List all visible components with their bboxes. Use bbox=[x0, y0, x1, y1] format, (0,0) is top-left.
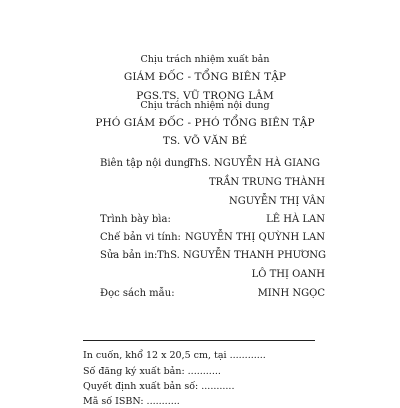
credit-label-cover: Trình bày bìa: bbox=[100, 214, 171, 225]
section-divider bbox=[83, 340, 315, 341]
credit-label-proofreading: Sửa bản in: bbox=[100, 250, 158, 261]
print-info-line: In cuốn, khổ 12 x 20,5 cm, tại ............ bbox=[83, 350, 266, 361]
registration-line: Số đăng ký xuất bản: ........... bbox=[83, 366, 221, 377]
credit-name-proofreading-2: LÔ THỊ OANH bbox=[251, 269, 325, 280]
content-responsibility-heading: Chịu trách nhiệm nội dung bbox=[140, 100, 270, 111]
credit-name-editor-1: ThS. NGUYỄN HÀ GIANG bbox=[188, 158, 320, 169]
director-title: GIÁM ĐỐC - TỔNG BIÊN TẬP bbox=[123, 71, 287, 83]
credit-name-cover: LÊ HÀ LAN bbox=[266, 214, 325, 225]
credit-name-proofreading-1: ThS. NGUYỄN THANH PHƯƠNG bbox=[157, 250, 327, 261]
deputy-director-name: TS. VÕ VĂN BÉ bbox=[162, 135, 248, 147]
publisher-responsibility-heading: Chịu trách nhiệm xuất bản bbox=[140, 54, 270, 65]
credit-name-typesetting: NGUYỄN THỊ QUỲNH LAN bbox=[184, 232, 325, 243]
director-name: PGS.TS. VŨ TRỌNG LÂM bbox=[136, 90, 274, 102]
decision-line: Quyết định xuất bản số: ........... bbox=[83, 381, 235, 392]
publisher-block bbox=[80, 0, 330, 150]
credit-label-editor: Biên tập nội dung: bbox=[100, 158, 194, 169]
credit-label-sample-reading: Đọc sách mẫu: bbox=[100, 288, 175, 299]
credit-label-typesetting: Chế bản vi tính: bbox=[100, 232, 181, 243]
credit-name-editor-2: TRẦN TRUNG THÀNH bbox=[209, 177, 325, 188]
credit-name-sample-reading: MINH NGỌC bbox=[257, 288, 325, 299]
isbn-line: Mã số ISBN: ........... bbox=[83, 396, 180, 407]
credit-name-editor-3: NGUYỄN THỊ VÂN bbox=[228, 196, 325, 207]
deputy-director-title: PHÓ GIÁM ĐỐC - PHÓ TỔNG BIÊN TẬP bbox=[95, 117, 315, 129]
